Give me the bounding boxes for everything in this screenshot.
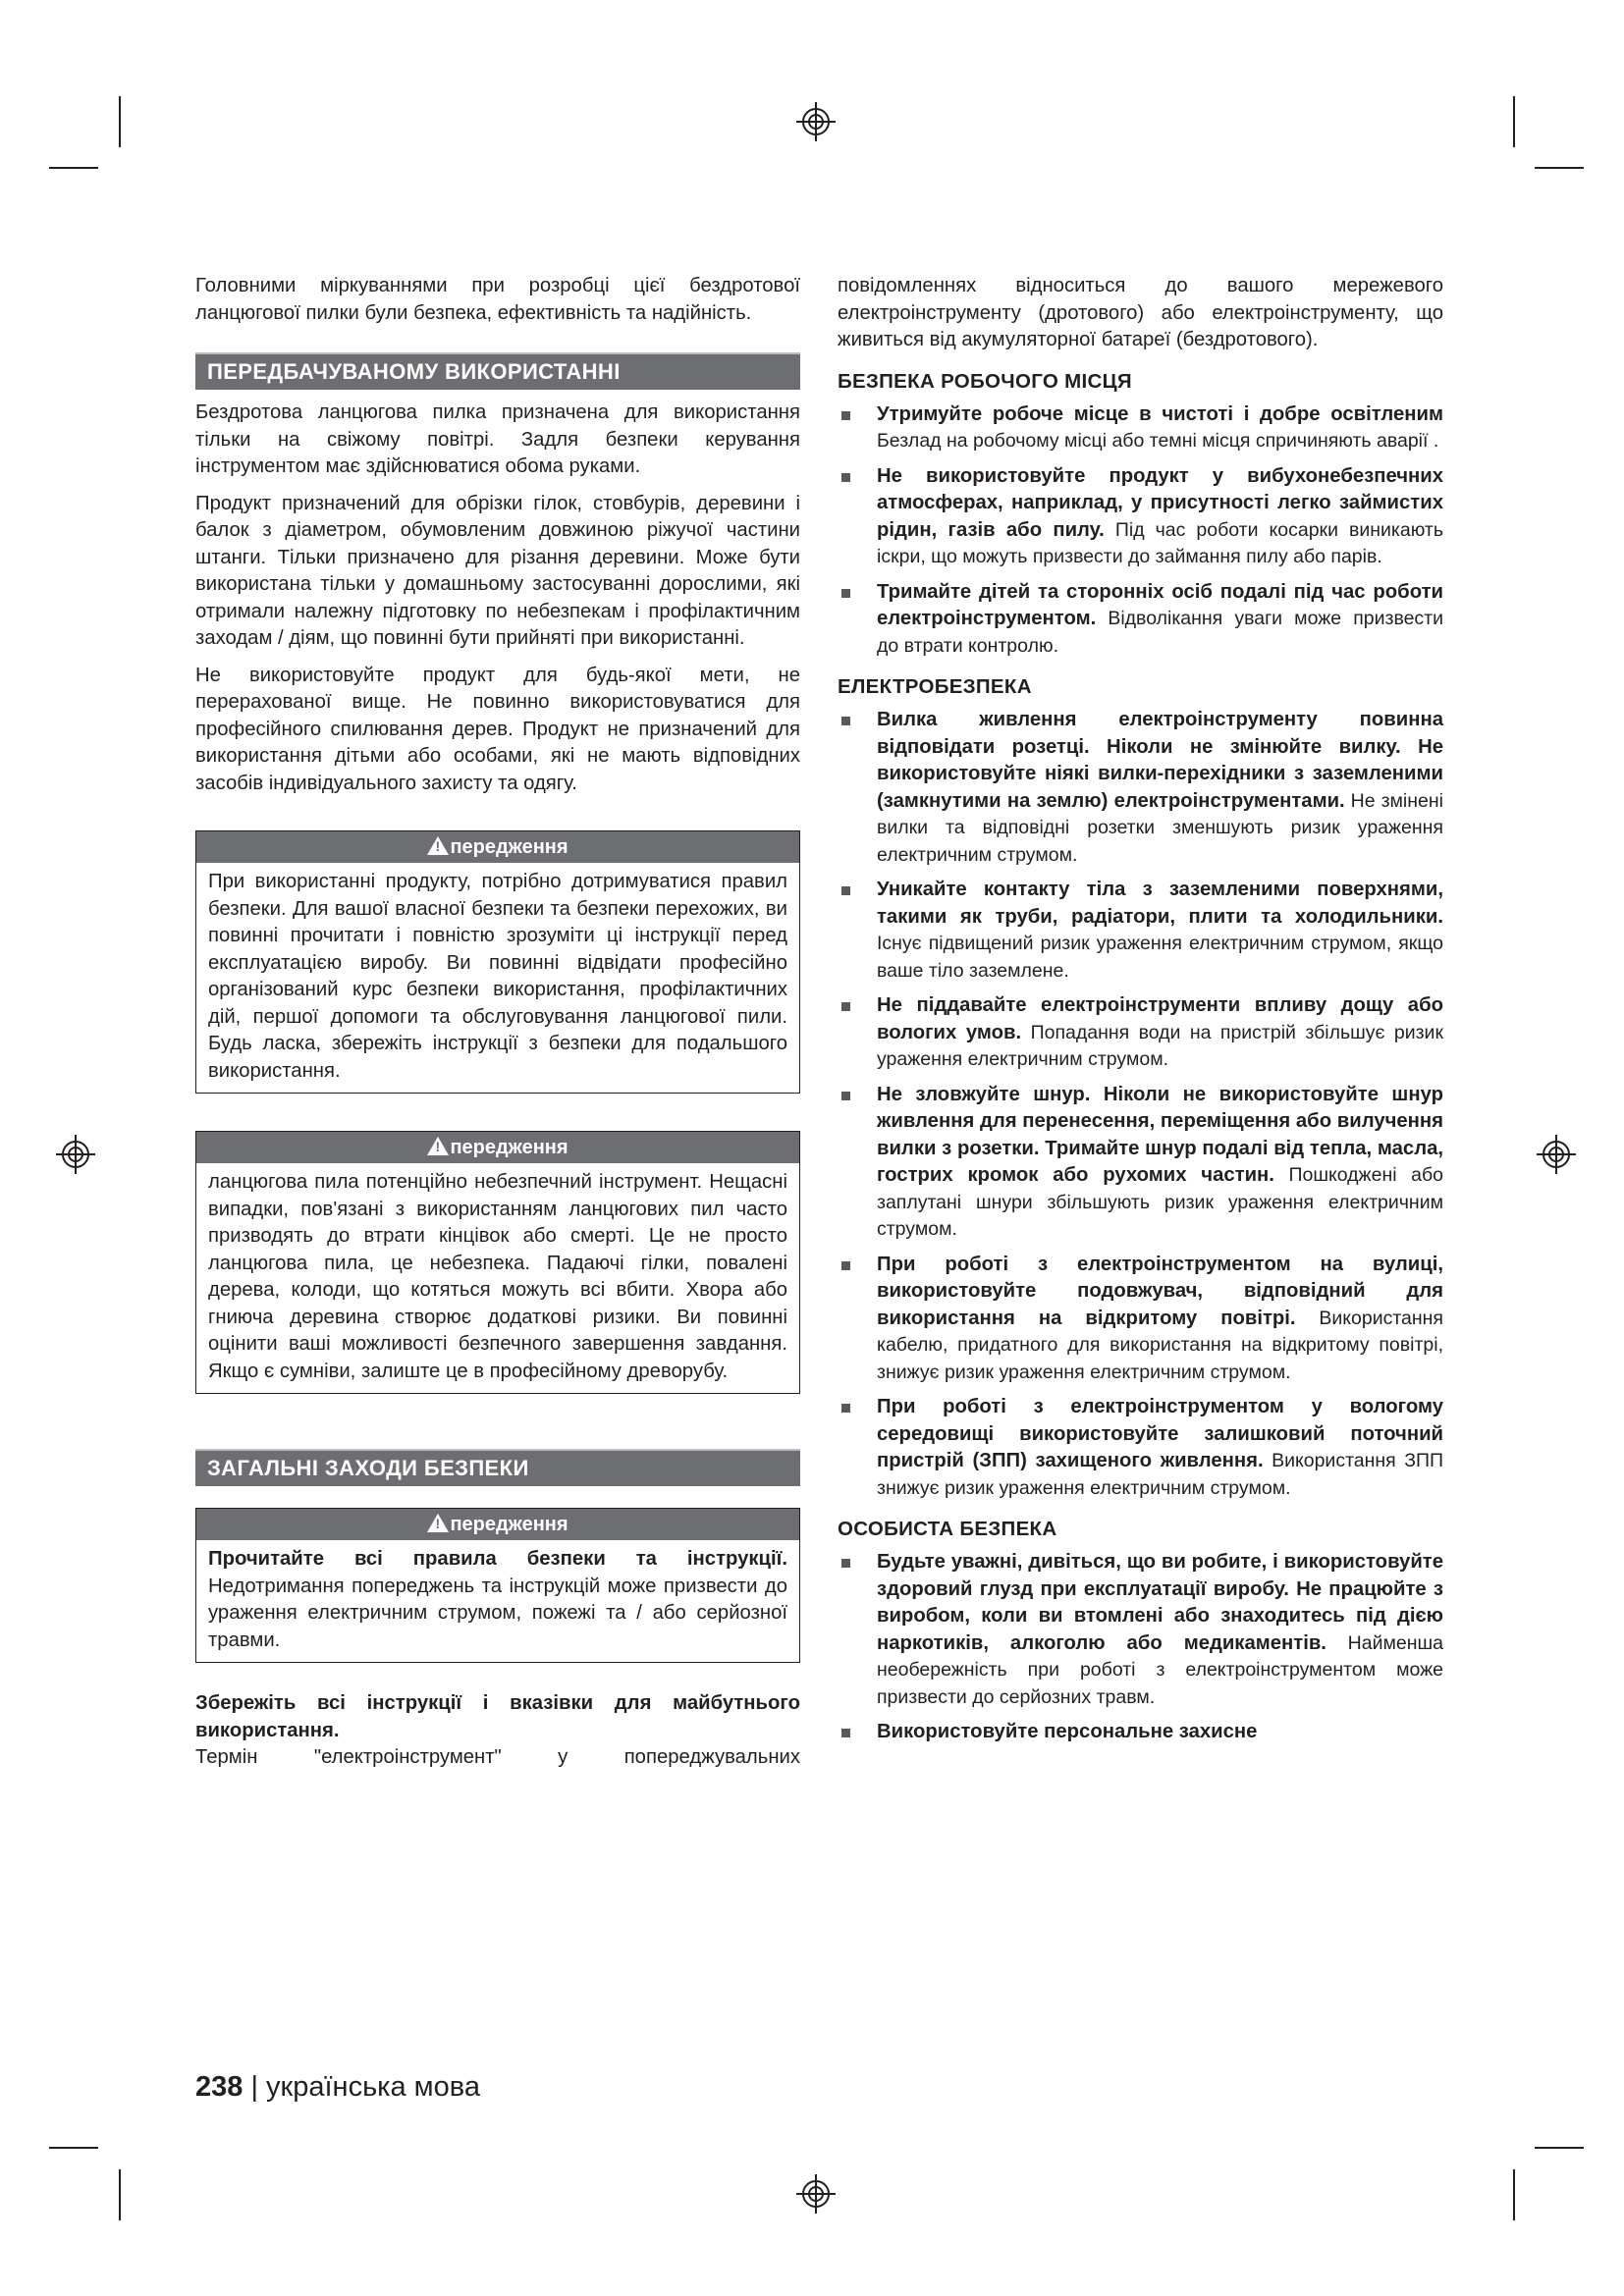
list-item [838, 1394, 1443, 1502]
list-item-text [877, 1549, 1443, 1711]
bullet-square-icon [841, 1729, 850, 1737]
list-item [838, 1719, 1443, 1746]
crop-mark [1513, 96, 1515, 147]
list-item [838, 707, 1443, 869]
list-item-bold: Використовуйте персональне захисне [877, 1721, 1258, 1742]
warning-box [195, 1508, 800, 1663]
list-item-bold: Уникайте контакту тіла з заземленими поверхнями, такими як труби, радіатори, плити та холодильники. [877, 879, 1443, 928]
list-item-plain: Під час роботи косарки виникають іскри, що можуть призвести до займання пилу або парів. [877, 518, 1443, 567]
intended-use-paragraph: Бездротова ланцюгова пилка призначена для використання тільки на свіжому повітрі. Задля безпеки керування інструментом має здійснюватися обома руками. [195, 401, 800, 477]
footer-language: українська мова [266, 2071, 480, 2103]
warning-title: передження [450, 1514, 568, 1535]
warning-text: ланцюгова пила потенційно небезпечний інструмент. Нещасні випадки, пов'язані з використанням ланцюгових пил часто призводять до втрати кінцівок або смерті. Це не просто ланцюгова пила, це небезпека. Падаючі гілки, повалені дерева, колоди, що котяться можуть всі вбити. Хвора або гниюча деревина створює додаткові ризики. Ви повинні оцінити ваші можливості безпечного завершення завдання. Якщо є сумніви, залиште це в професійному древорубу. [208, 1171, 787, 1382]
subheading-personal: ОСОБИСТА БЕЗПЕКА [838, 1518, 1057, 1540]
page-footer [195, 2071, 480, 2104]
list-item-text [877, 992, 1443, 1074]
warning-text [208, 1546, 787, 1654]
list-item-bold: Не використовуйте продукт у вибухонебезпечних атмосферах, наприклад, у присутності легко займистих рідин, газів або пилу. [877, 464, 1443, 541]
list-item-plain: Пошкоджені або заплутані шнури збільшують ризик ураження електричним струмом. [877, 1164, 1443, 1240]
list-item [838, 401, 1443, 455]
list-item [838, 1082, 1443, 1244]
list-item-text [877, 1252, 1443, 1387]
list-item-text [877, 579, 1443, 661]
list-item-bold: Не зловжуйте шнур. Ніколи не використовуйте шнур живлення для перенесення, переміщення або вилучення вилки з розетки. Тримайте шнур подалі від тепла, масла, гострих кромок або рухомих частин. [877, 1083, 1443, 1186]
list-item-plain: Використання ЗПП знижує ризик ураження електричним струмом. [877, 1450, 1444, 1499]
footer-separator: | [243, 2071, 267, 2103]
list-item-bold: Будьте уважні, дивіться, що ви робите, і використовуйте здоровий глузд при експлуатації виробу. Не працюйте з виробом, коли ви втомлені або знаходитесь під дією наркотиків, алкоголю або медикаментів. [877, 1551, 1443, 1654]
intro-paragraph: Головними міркуваннями при розробці цієї бездротової ланцюгової пилки були безпека, ефективність та надійність. [195, 275, 800, 324]
section-heading-general-safety: ЗАГАЛЬНІ ЗАХОДИ БЕЗПЕКИ [195, 1451, 800, 1486]
warning-triangle-icon [427, 1514, 449, 1532]
warning-box [195, 830, 800, 1094]
list-item-bold: Утримуйте робоче місце в чистоті і добре освітленим [877, 402, 1443, 425]
list-item-plain: Попадання води на пристрій збільшує ризик ураження електричним струмом. [877, 1021, 1443, 1070]
crop-mark [1535, 167, 1584, 169]
electrical-list [838, 707, 1443, 1502]
list-item [838, 463, 1443, 571]
list-item [838, 579, 1443, 661]
list-item [838, 1549, 1443, 1711]
crop-mark [119, 96, 121, 147]
warning-bold-text: Прочитайте всі правила безпеки та інструкції. [208, 1548, 787, 1570]
right-column [838, 273, 1443, 1754]
list-item-bold: При роботі з електроінструментом у вологому середовищі використовуйте залишковий поточний пристрій (ЗПП) захищеного живлення. [877, 1396, 1443, 1471]
list-item-plain: Відволікання уваги може призвести до втрати контролю. [877, 608, 1443, 657]
term-definition-text: Термін "електроінструмент" у попереджувальних [195, 1746, 800, 1768]
intended-use-paragraph: Не використовуйте продукт для будь-якої мети, не перерахованої вище. Не повинно використовуватися для професійного спилювання дерев. Продукт не призначений для використання дітьми або особами, які не мають відповідних засобів індивідуального захисту та одягу. [195, 664, 800, 794]
bullet-square-icon [841, 473, 850, 482]
bullet-square-icon [841, 1261, 850, 1270]
save-instructions-text: Збережіть всі інструкції і вказівки для майбутнього використання. [195, 1692, 800, 1741]
warning-header [196, 1509, 799, 1540]
list-item [838, 1252, 1443, 1387]
list-item-text [877, 1719, 1443, 1746]
list-item-text [877, 877, 1443, 985]
crop-mark [49, 2147, 98, 2149]
personal-list [838, 1549, 1443, 1746]
registration-mark-icon [56, 1135, 95, 1174]
crop-mark [1513, 2169, 1515, 2220]
bullet-square-icon [841, 1404, 850, 1413]
list-item-text [877, 1082, 1443, 1244]
list-item-text [877, 707, 1443, 869]
warning-triangle-icon [427, 836, 449, 855]
left-column [195, 273, 800, 1772]
list-item-plain: Безлад на робочому місці або темні місця спричиняють аварії . [877, 430, 1439, 452]
bullet-square-icon [841, 886, 850, 895]
intended-use-paragraph: Продукт призначений для обрізки гілок, стовбурів, деревини і балок з діаметром, обумовленим довжиною ріжучої частини штанги. Тільки призначено для різання деревини. Може бути використана тільки у домашньому застосуванні дорослими, які отримали належну підготовку по небезпекам і профілактичним заходам / діям, що повинні бути прийняті при використанні. [195, 492, 800, 649]
crop-mark [1535, 2147, 1584, 2149]
list-item [838, 992, 1443, 1074]
registration-mark-icon [1537, 1135, 1576, 1174]
bullet-square-icon [841, 1092, 850, 1100]
bullet-square-icon [841, 411, 850, 420]
registration-mark-icon [796, 102, 836, 141]
list-item-plain: Використання кабелю, придатного для використання на відкритому повітрі, знижує ризик ураження електричним струмом. [877, 1307, 1443, 1383]
warning-header [196, 1132, 799, 1163]
warning-title: передження [450, 836, 568, 858]
page-number: 238 [195, 2071, 244, 2103]
list-item [838, 877, 1443, 985]
bullet-square-icon [841, 717, 850, 725]
crop-mark [49, 167, 98, 169]
list-item-bold: Тримайте дітей та сторонніх осіб подалі під час роботи електроінструментом. [877, 580, 1443, 629]
bullet-square-icon [841, 1559, 850, 1568]
list-item-text [877, 463, 1443, 571]
warning-box [195, 1131, 800, 1394]
list-item-plain: Не змінені вилки та відповідні розетки зменшують ризик ураження електричним струмом. [877, 789, 1443, 866]
right-intro-paragraph: повідомленнях відноситься до вашого мережевого електроінструменту (дротового) або електроінструменту, що живиться від акумуляторної батареї (бездротового). [838, 275, 1443, 350]
warning-header [196, 831, 799, 863]
list-item-bold: При роботі з електроінструментом на вулиці, використовуйте подовжувач, відповідний для використання на відкритому повітрі. [877, 1253, 1443, 1329]
bullet-square-icon [841, 1002, 850, 1011]
list-item-text [877, 1394, 1443, 1502]
list-item-text [877, 401, 1443, 455]
warning-title: передження [450, 1137, 568, 1158]
section-heading-intended-use: ПЕРЕДБАЧУВАНОМУ ВИКОРИСТАННІ [195, 354, 800, 390]
crop-mark [119, 2169, 121, 2220]
list-item-plain: Існує підвищений ризик ураження електричним струмом, якщо ваше тіло заземлене. [877, 933, 1443, 982]
list-item-bold: Вилка живлення електроінструменту повинна відповідати розетці. Ніколи не змінюйте вилку. Не використовуйте ніякі вилки-перехідники з заземленими (замкнутими на землю) електроінструментами. [877, 709, 1443, 812]
registration-mark-icon [796, 2174, 836, 2214]
warning-triangle-icon [427, 1137, 449, 1155]
subheading-electrical: ЕЛЕКТРОБЕЗПЕКА [838, 675, 1032, 698]
warning-plain-text: Недотримання попереджень та інструкцій може призвести до ураження електричним струмом, пожежі та / або серйозної травми. [208, 1575, 787, 1651]
list-item-plain: Найменша необережність при роботі з електроінструментом може призвести до серйозних травм. [877, 1631, 1444, 1708]
list-item-bold: Не піддавайте електроінструменти впливу дощу або вологих умов. [877, 994, 1443, 1043]
bullet-square-icon [841, 589, 850, 598]
subheading-work-area: БЕЗПЕКА РОБОЧОГО МІСЦЯ [838, 369, 1132, 393]
warning-text: При використанні продукту, потрібно дотримуватися правил безпеки. Для вашої власної безпеки та безпеки перехожих, ви повинні прочитати і повністю зрозуміти ці інструкції перед експлуатацією виробу. Ви повинні відвідати професійно організований курс безпеки використання, профілактичних дій, першої допомоги та обслуговування ланцюгової пили. Будь ласка, збережіть інструкції з безпеки для подальшого використання. [208, 871, 787, 1082]
work-area-list [838, 401, 1443, 661]
